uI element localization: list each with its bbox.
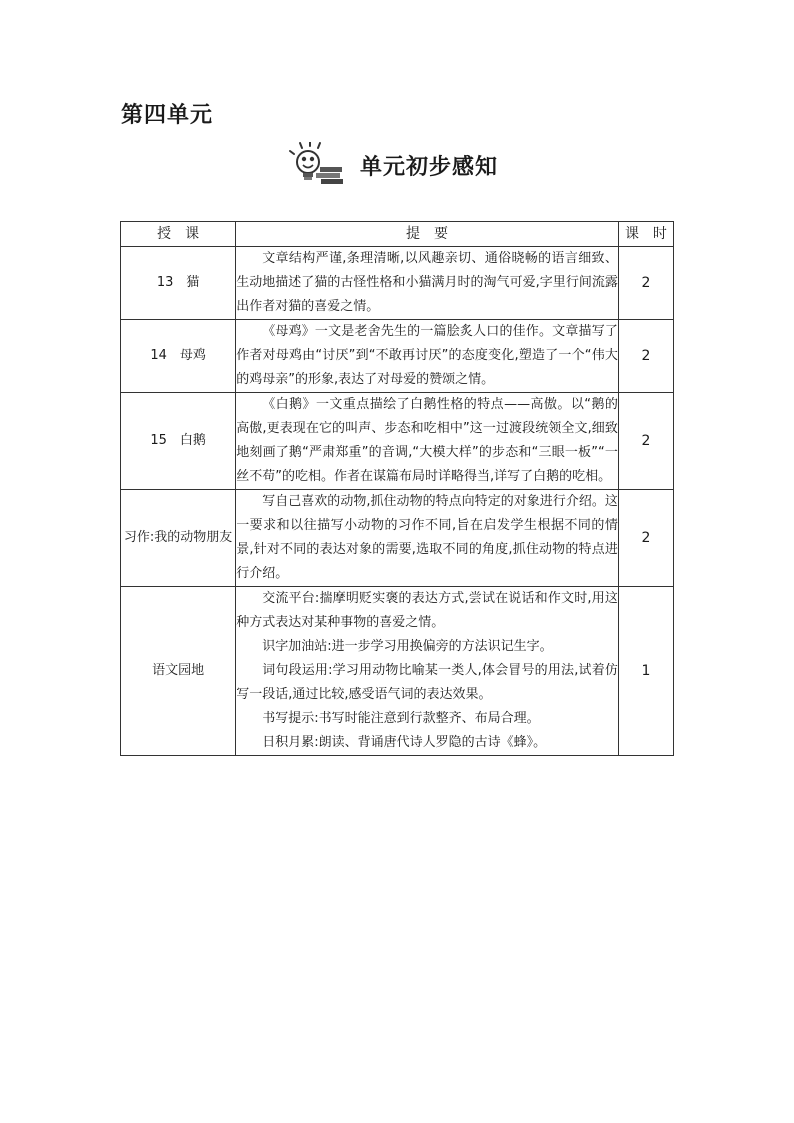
lesson-name: 习作:我的动物朋友 <box>121 490 236 587</box>
header-lesson: 授 课 <box>121 222 236 247</box>
lesson-name: 15 白鹅 <box>121 393 236 490</box>
lesson-name: 13 猫 <box>121 247 236 320</box>
table-row <box>121 587 674 756</box>
table-row <box>121 247 674 320</box>
lesson-summary <box>236 587 619 756</box>
section-heading <box>286 142 498 188</box>
lesson-hours: 1 <box>618 587 673 756</box>
summary-paragraph: 《母鸡》一文是老舍先生的一篇脍炙人口的佳作。文章描写了作者对母鸡由“讨厌”到“不敢再讨厌”的态度变化,塑造了一个“伟大的鸡母亲”的形象,表达了对母爱的赞颂之情。 <box>236 324 618 387</box>
lesson-summary <box>236 490 619 587</box>
idea-books-icon <box>286 142 346 188</box>
summary-paragraph: 书写提示:书写时能注意到行款整齐、布局合理。 <box>262 711 540 726</box>
header-summary: 提 要 <box>236 222 619 247</box>
summary-paragraph: 《白鹅》一文重点描绘了白鹅性格的特点——高傲。以“鹅的高傲,更表现在它的叫声、步态和吃相中”这一过渡段统领全文,细致地刻画了鹅“严肃郑重”的音调,“大模大样”的步态和“三眼一板”“一丝不苟”的吃相。作者在谋篇布局时详略得当,详写了白鹅的吃相。 <box>236 397 618 484</box>
summary-paragraph: 日积月累:朗读、背诵唐代诗人罗隐的古诗《蜂》。 <box>262 735 547 750</box>
unit-title: 第四单元 <box>121 103 214 128</box>
lesson-summary <box>236 320 619 393</box>
lesson-name: 语文园地 <box>121 587 236 756</box>
lesson-hours: 2 <box>618 393 673 490</box>
section-title: 单元初步感知 <box>360 154 499 180</box>
summary-paragraph: 交流平台:揣摩明贬实褒的表达方式,尝试在说话和作文时,用这种方式表达对某种事物的喜爱之情。 <box>236 591 618 630</box>
table-row <box>121 393 674 490</box>
summary-paragraph: 词句段运用:学习用动物比喻某一类人,体会冒号的用法,试着仿写一段话,通过比较,感受语气词的表达效果。 <box>236 663 618 702</box>
lesson-hours: 2 <box>618 320 673 393</box>
lesson-name: 14 母鸡 <box>121 320 236 393</box>
lesson-summary <box>236 393 619 490</box>
lesson-hours: 2 <box>618 247 673 320</box>
lesson-summary <box>236 247 619 320</box>
table-row <box>121 490 674 587</box>
summary-paragraph: 写自己喜欢的动物,抓住动物的特点向特定的对象进行介绍。这一要求和以往描写小动物的习作不同,旨在启发学生根据不同的情景,针对不同的表达对象的需要,选取不同的角度,抓住动物的特点进行介绍。 <box>236 494 618 581</box>
table-header-row <box>121 222 674 247</box>
summary-paragraph: 文章结构严谨,条理清晰,以风趣亲切、通俗晓畅的语言细致、生动地描述了猫的古怪性格和小猫满月时的淘气可爱,字里行间流露出作者对猫的喜爱之情。 <box>236 251 618 314</box>
table-row <box>121 320 674 393</box>
header-hours: 课 时 <box>618 222 673 247</box>
lesson-hours: 2 <box>618 490 673 587</box>
lesson-overview-table <box>120 221 674 756</box>
summary-paragraph: 识字加油站:进一步学习用换偏旁的方法识记生字。 <box>262 639 553 654</box>
